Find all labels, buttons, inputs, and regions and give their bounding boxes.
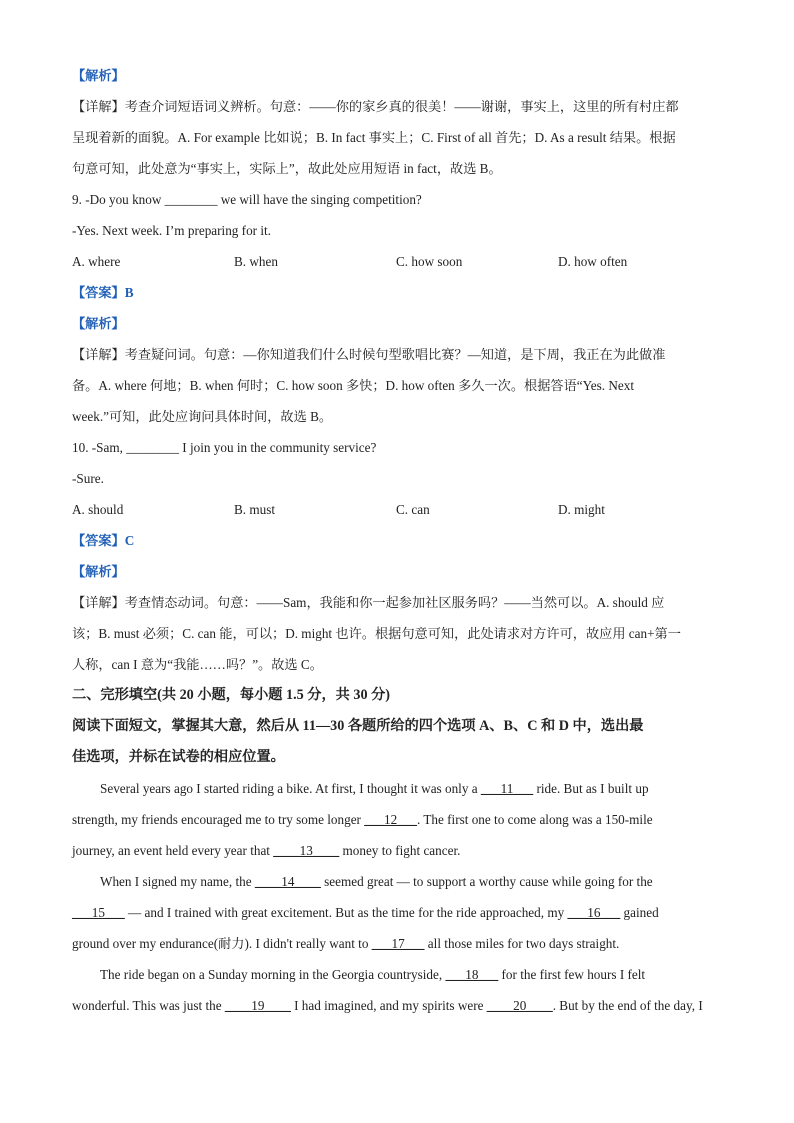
q10-detail-line-2: 该；B. must 必须；C. can 能，可以；D. might 也许。根据句意可知，此处请求对方许可，故应用 can+第一 xyxy=(72,626,681,641)
q9-option-a: A. where xyxy=(72,254,121,269)
blank-20: ____20____ xyxy=(486,998,553,1013)
q10-option-d: D. might xyxy=(558,502,605,517)
q9-option-b: B. when xyxy=(234,254,278,269)
blank-18: ___18___ xyxy=(445,967,499,982)
blank-11: ___11___ xyxy=(480,781,534,796)
blank-17: ___17___ xyxy=(371,936,425,951)
blank-12: ___12___ xyxy=(364,812,417,827)
q8-detail-line-3: 句意可知，此处意为“事实上，实际上”，故此处应用短语 in fact，故选 B。 xyxy=(72,161,502,176)
passage-p2-line-3: ground over my endurance(耐力). I didn't really want to ___17___ all those miles for two days straight. xyxy=(72,936,620,951)
q10-detail-line-3: 人称，can I 意为“我能……吗？”。故选 C。 xyxy=(72,657,323,672)
blank-15: ___15___ xyxy=(72,905,125,920)
document-page xyxy=(72,60,720,1021)
blank-14: ____14____ xyxy=(254,874,321,889)
q9-question: 9. -Do you know ________ we will have the singing competition? xyxy=(72,192,422,207)
q10-reply: -Sure. xyxy=(72,471,104,486)
passage-p3-line-2: wonderful. This was just the ____19____ I had imagined, and my spirits were ____20____. But by the end of the day, I xyxy=(72,998,703,1013)
q10-answer: 【答案】C xyxy=(72,533,135,548)
q8-analysis-tag: 【解析】 xyxy=(72,68,125,83)
q10-detail-line-1: 【详解】考查情态动词。句意：——Sam，我能和你一起参加社区服务吗？——当然可以。A. should 应 xyxy=(72,595,665,610)
blank-16: ___16___ xyxy=(567,905,621,920)
q10-analysis-tag: 【解析】 xyxy=(72,564,125,579)
q10-option-a: A. should xyxy=(72,502,124,517)
passage-p1-line-1: Several years ago I started riding a bike. At first, I thought it was only a ___11___ ride. But as I built up xyxy=(100,781,649,796)
q9-analysis-tag: 【解析】 xyxy=(72,316,125,331)
q9-answer: 【答案】B xyxy=(72,285,134,300)
q9-detail-line-2: 备。A. where 何地；B. when 何时；C. how soon 多快；D. how often 多久一次。根据答语“Yes. Next xyxy=(72,378,635,393)
q8-detail-line-1: 【详解】考查介词短语词义辨析。句意：——你的家乡真的很美！——谢谢，事实上，这里的所有村庄都 xyxy=(72,99,679,114)
passage-p2-line-2: ___15___ — and I trained with great excitement. But as the time for the ride approached, my ___16___ gained xyxy=(72,905,659,920)
q8-detail-line-2: 呈现着新的面貌。A. For example 比如说；B. In fact 事实上；C. First of all 首先；D. As a result 结果。根据 xyxy=(72,130,676,145)
blank-19: ____19____ xyxy=(224,998,291,1013)
q10-option-b: B. must xyxy=(234,502,276,517)
q10-question: 10. -Sam, ________ I join you in the community service? xyxy=(72,440,377,455)
passage-p1-line-2: strength, my friends encouraged me to try some longer ___12___. The first one to come along was a 150-mile xyxy=(72,812,653,827)
q9-detail-line-1: 【详解】考查疑问词。句意：—你知道我们什么时候句型歌唱比赛？—知道，是下周，我正在为此做准 xyxy=(72,347,666,362)
q10-options xyxy=(72,494,720,525)
section-instruction-line-1: 阅读下面短文，掌握其大意，然后从 11—30 各题所给的四个选项 A、B、C 和 D 中，选出最 xyxy=(72,718,644,734)
q9-options xyxy=(72,246,720,277)
q9-detail-line-3: week.”可知，此处应询问具体时间，故选 B。 xyxy=(72,409,333,424)
passage-p2-line-1: When I signed my name, the ____14____ seemed great — to support a worthy cause while going for the xyxy=(100,874,653,889)
q9-reply: -Yes. Next week. I’m preparing for it. xyxy=(72,223,271,238)
section-instruction-line-2: 佳选项，并标在试卷的相应位置。 xyxy=(72,749,285,765)
q9-option-c: C. how soon xyxy=(396,254,463,269)
section-heading: 二、完形填空(共 20 小题，每小题 1.5 分，共 30 分) xyxy=(72,687,391,703)
q9-option-d: D. how often xyxy=(558,254,628,269)
passage-p3-line-1: The ride began on a Sunday morning in the Georgia countryside, ___18___ for the first few hours I felt xyxy=(100,967,646,982)
q10-option-c: C. can xyxy=(396,502,430,517)
passage-p1-line-3: journey, an event held every year that ____13____ money to fight cancer. xyxy=(72,843,461,858)
blank-13: ____13____ xyxy=(273,843,340,858)
